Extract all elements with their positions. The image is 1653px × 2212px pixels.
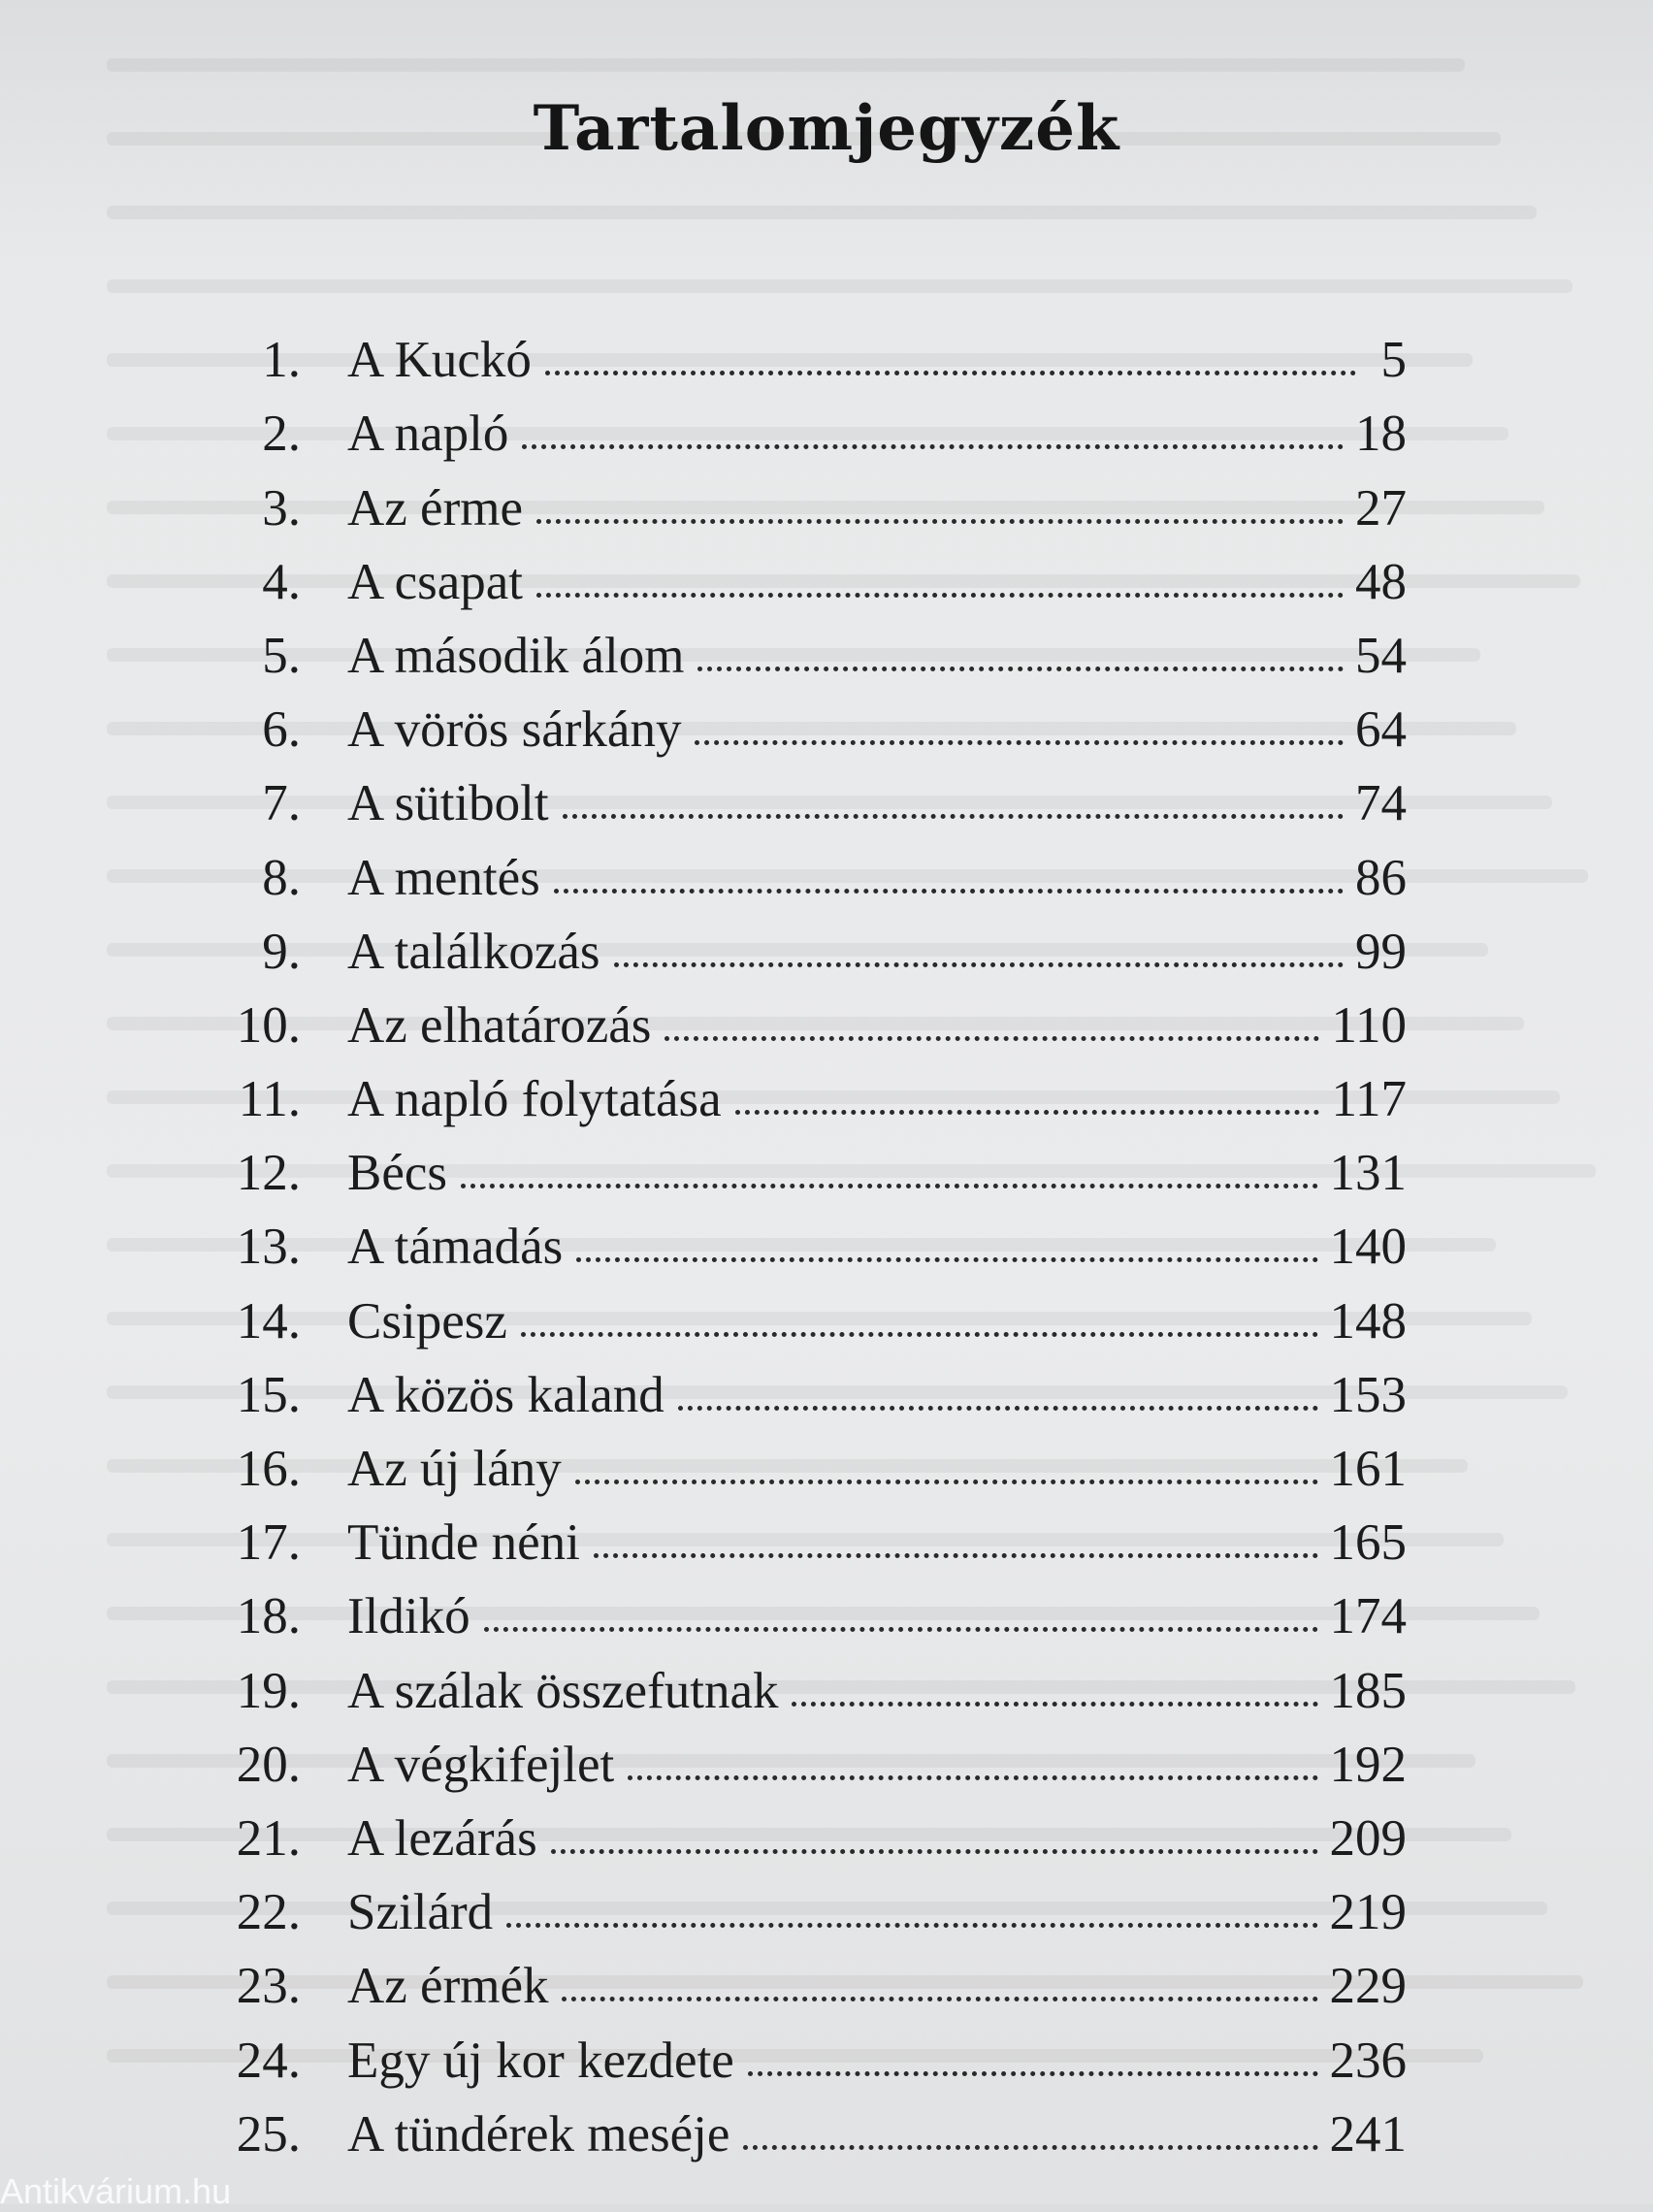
chapter-title: Szilárd (347, 1884, 494, 1941)
toc-entry (194, 1276, 1407, 1350)
show-through-line (107, 206, 1537, 219)
dot-leader (522, 444, 1344, 449)
page-number: 27 (1355, 479, 1407, 537)
chapter-number: 21. (236, 1809, 301, 1867)
page-number: 219 (1329, 1884, 1407, 1941)
chapter-title: Egy új kor kezdete (347, 2032, 734, 2089)
chapter-number: 5. (262, 627, 301, 684)
toc-entry (194, 981, 1407, 1055)
dot-leader (594, 1553, 1318, 1558)
dot-leader (748, 2071, 1318, 2076)
chapter-number: 17. (236, 1514, 301, 1572)
chapter-title: A szálak összefutnak (347, 1662, 779, 1719)
toc-entry (194, 1202, 1407, 1276)
toc-entry (194, 611, 1407, 685)
chapter-title: A napló folytatása (347, 1071, 722, 1128)
chapter-number: 7. (262, 775, 301, 832)
toc-entry (194, 1572, 1407, 1645)
toc-entry (194, 1645, 1407, 1719)
show-through-line (107, 279, 1572, 293)
toc-entry (194, 1350, 1407, 1424)
toc-entry (194, 832, 1407, 906)
page-number: 209 (1329, 1809, 1407, 1867)
toc-entry (194, 1055, 1407, 1128)
chapter-title: A Kuckó (347, 332, 532, 389)
chapter-title: A lezárás (347, 1809, 537, 1867)
chapter-number: 3. (262, 479, 301, 537)
page-number: 86 (1355, 849, 1407, 906)
toc-entry (194, 685, 1407, 759)
dot-leader (697, 667, 1344, 671)
page-number: 174 (1329, 1588, 1407, 1645)
page-number: 74 (1355, 775, 1407, 832)
chapter-number: 15. (236, 1366, 301, 1423)
dot-leader (678, 1406, 1318, 1411)
page-number: 241 (1329, 2105, 1407, 2163)
chapter-title: Az elhatározás (347, 996, 652, 1054)
dot-leader (545, 371, 1356, 375)
toc-entry (194, 2015, 1407, 2089)
chapter-title: A második álom (347, 627, 685, 684)
toc-entry (194, 759, 1407, 832)
page-number: 131 (1329, 1145, 1407, 1202)
page-number: 192 (1329, 1736, 1407, 1793)
dot-leader (563, 814, 1344, 819)
toc-entry (194, 1498, 1407, 1572)
chapter-title: A sütibolt (347, 775, 549, 832)
dot-leader (551, 1849, 1318, 1854)
page-number: 54 (1355, 627, 1407, 684)
page-number: 153 (1329, 1366, 1407, 1423)
toc-entry (194, 907, 1407, 981)
chapter-title: Tünde néni (347, 1514, 580, 1572)
page-number: 148 (1329, 1292, 1407, 1350)
page-number: 229 (1329, 1958, 1407, 2015)
chapter-title: A csapat (347, 553, 524, 610)
dot-leader (484, 1627, 1318, 1632)
chapter-number: 22. (236, 1884, 301, 1941)
toc-entry (194, 315, 1407, 389)
dot-leader (536, 593, 1344, 598)
chapter-number: 23. (236, 1958, 301, 2015)
chapter-number: 6. (262, 701, 301, 759)
show-through-line (107, 58, 1465, 72)
dot-leader (576, 1257, 1317, 1262)
page-number: 161 (1329, 1441, 1407, 1497)
page-number: 48 (1355, 553, 1407, 610)
chapter-title: Csipesz (347, 1292, 507, 1350)
page-number: 64 (1355, 701, 1407, 759)
chapter-number: 24. (236, 2032, 301, 2089)
dot-leader (792, 1702, 1317, 1707)
dot-leader (506, 1923, 1317, 1928)
chapter-number: 14. (236, 1292, 301, 1350)
chapter-number: 25. (236, 2105, 301, 2163)
dot-leader (554, 889, 1344, 894)
dot-leader (536, 519, 1344, 524)
chapter-number: 11. (238, 1071, 301, 1128)
chapter-title: A vörös sárkány (347, 701, 682, 759)
toc-entry (194, 1941, 1407, 2015)
dot-leader (614, 962, 1345, 967)
chapter-number: 12. (236, 1145, 301, 1202)
toc-entry (194, 389, 1407, 463)
chapter-title: A végkifejlet (347, 1736, 615, 1793)
page-number: 99 (1355, 923, 1407, 980)
table-of-contents (194, 315, 1407, 2163)
page-number: 185 (1329, 1662, 1407, 1719)
chapter-title: A napló (347, 406, 509, 463)
toc-entry (194, 463, 1407, 537)
chapter-title: A tündérek meséje (347, 2105, 730, 2163)
page-title: Tartalomjegyzék (533, 92, 1120, 165)
chapter-number: 9. (262, 923, 301, 980)
chapter-number: 4. (262, 553, 301, 610)
dot-leader (562, 1997, 1317, 2001)
page-number: 236 (1329, 2032, 1407, 2089)
dot-leader (461, 1184, 1317, 1188)
toc-entry (194, 1868, 1407, 1941)
chapter-title: Bécs (347, 1145, 448, 1202)
chapter-number: 16. (236, 1441, 301, 1497)
chapter-title: A támadás (347, 1219, 564, 1276)
toc-entry (194, 1128, 1407, 1202)
toc-entry (194, 537, 1407, 611)
chapter-number: 19. (236, 1662, 301, 1719)
chapter-number: 8. (262, 849, 301, 906)
page-number: 110 (1331, 996, 1407, 1054)
dot-leader (575, 1480, 1318, 1484)
dot-leader (628, 1775, 1317, 1780)
chapter-title: Az új lány (347, 1441, 562, 1497)
chapter-title: A mentés (347, 849, 540, 906)
chapter-number: 2. (262, 406, 301, 463)
dot-leader (735, 1110, 1320, 1115)
page-number: 165 (1329, 1514, 1407, 1572)
page-number: 140 (1329, 1219, 1407, 1276)
toc-entry (194, 1720, 1407, 1794)
chapter-title: A közös kaland (347, 1366, 664, 1423)
dot-leader (664, 1036, 1319, 1041)
chapter-title: Az érme (347, 479, 523, 537)
chapter-title: Az érmék (347, 1958, 549, 2015)
page-number: 18 (1355, 406, 1407, 463)
chapter-title: Ildikó (347, 1588, 470, 1645)
dot-leader (743, 2145, 1317, 2150)
chapter-number: 18. (236, 1588, 301, 1645)
page-number: 5 (1380, 332, 1407, 389)
chapter-number: 10. (236, 996, 301, 1054)
chapter-number: 1. (262, 332, 301, 389)
page-number: 117 (1331, 1071, 1407, 1128)
dot-leader (521, 1332, 1318, 1337)
toc-entry (194, 1794, 1407, 1868)
watermark: Antikvárium.hu (0, 2171, 232, 2211)
chapter-title: A találkozás (347, 923, 600, 980)
dot-leader (695, 740, 1344, 745)
chapter-number: 20. (236, 1736, 301, 1793)
toc-entry (194, 2090, 1407, 2163)
chapter-number: 13. (236, 1219, 301, 1276)
toc-entry (194, 1424, 1407, 1498)
